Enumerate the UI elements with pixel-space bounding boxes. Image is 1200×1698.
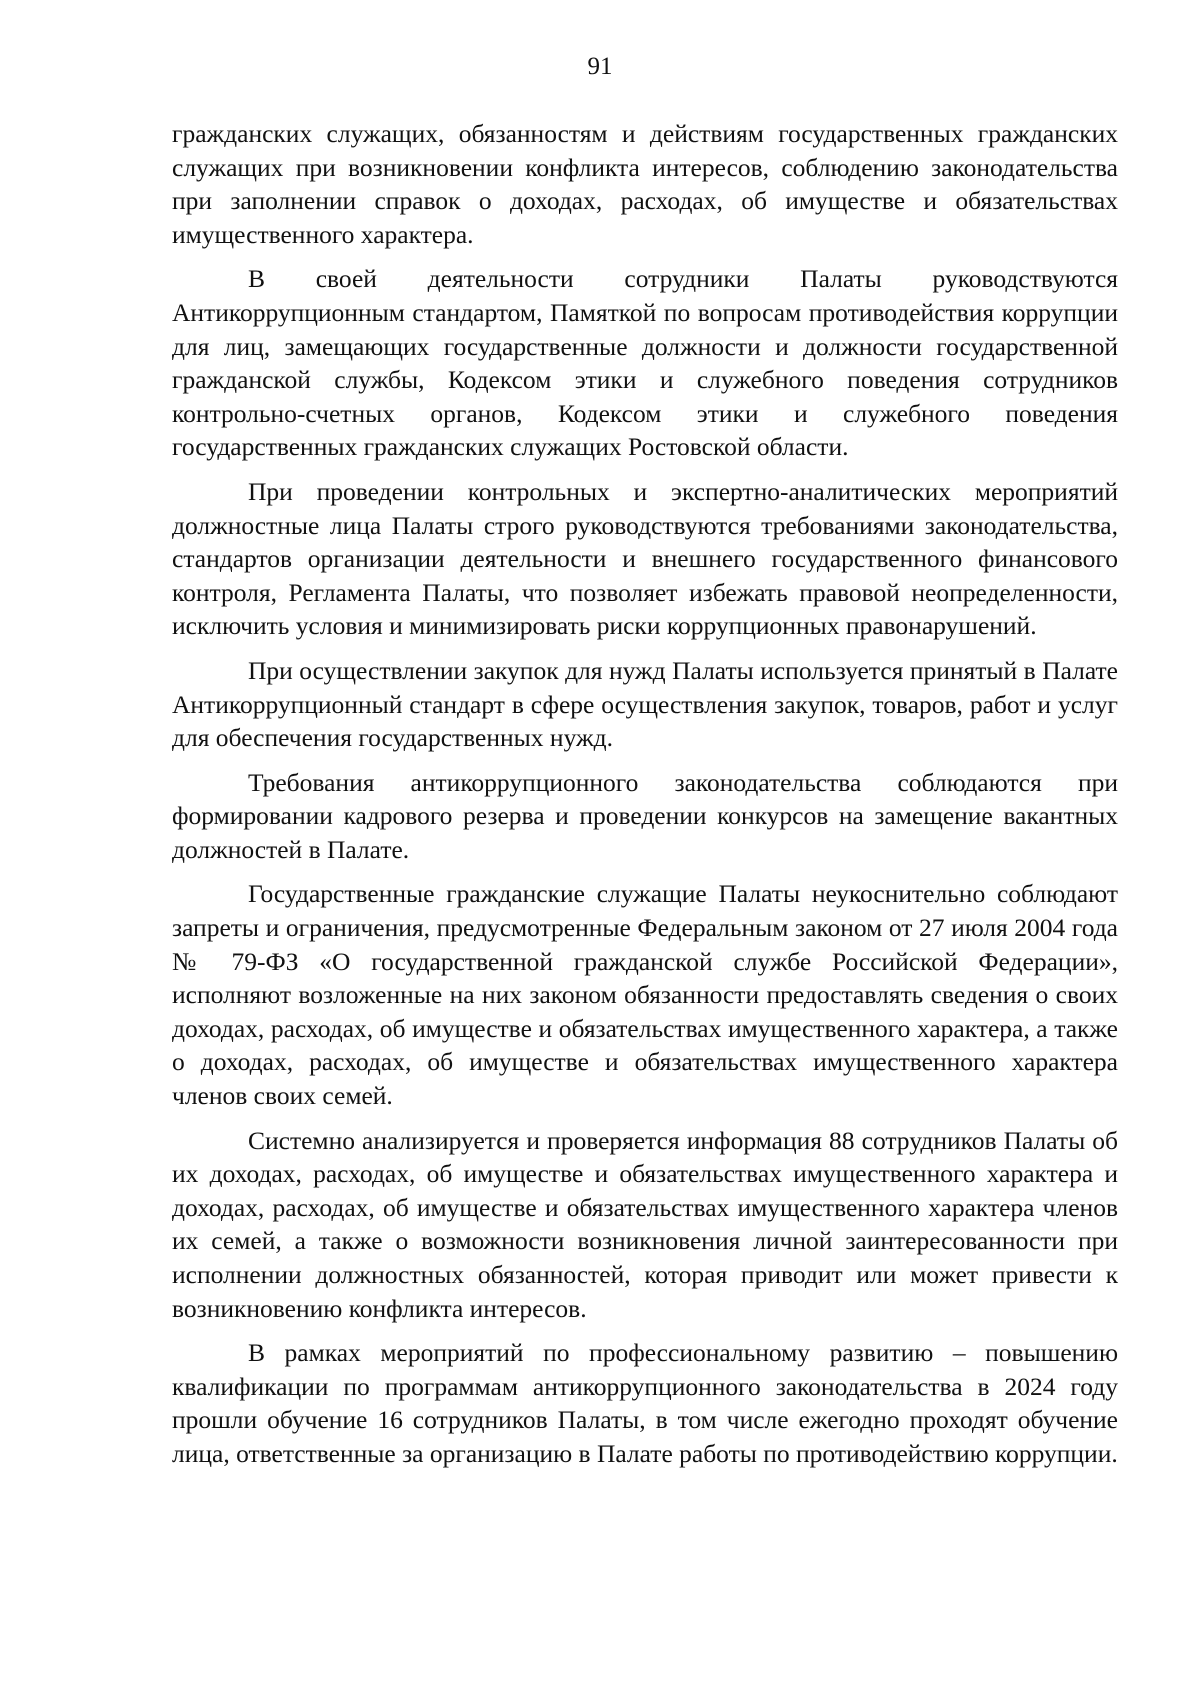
- paragraph-procurement: При осуществлении закупок для нужд Палаты используется принятый в Палате Антикоррупционный стандарт в сфере осуществления закупок, товаров, работ и услуг для обеспечения государственных нужд.: [172, 655, 1118, 753]
- paragraph-continued: гражданских служащих, обязанностям и действиям государственных гражданских служащих при возникновении конфликта интересов, соблюдению законодательства при заполнении справок о доходах, расходах, об имуществе и обязательствах имущественного характера.: [172, 119, 1118, 249]
- paragraph-personnel-reserve: Требования антикоррупционного законодательства соблюдаются при формировании кадрового резерва и проведении конкурсов на замещение вакантных должностей в Палате.: [172, 767, 1118, 864]
- page-number: 91: [587, 53, 613, 80]
- paragraph-guidelines: В своей деятельности сотрудники Палаты руководствуются Антикоррупционным стандартом, Памяткой по вопросам противодействия коррупции для лиц, замещающих государственные должности и должности государственной гражданской службы, Кодексом этики и служебного поведения сотрудников контрольно-счетных органов, Кодексом этики и служебного поведения государственных гражданских служащих Ростовской области.: [172, 264, 1118, 462]
- paragraph-civil-servants: Государственные гражданские служащие Палаты неукоснительно соблюдают запреты и ограничения, предусмотренные Федеральным законом от 27 июля 2004 года № 79-ФЗ «О государственной гражданской службе Российской Федерации», исполняют возложенные на них законом обязанности предоставлять сведения о своих доходах, расходах, об имуществе и обязательствах имущественного характера, а также о доходах, расходах, об имуществе и обязательствах имущественного характера членов своих семей.: [172, 879, 1118, 1111]
- document-body: [172, 117, 1118, 1482]
- paragraph-income-analysis: Системно анализируется и проверяется информация 88 сотрудников Палаты об их доходах, расходах, об имуществе и обязательствах имущественного характера и доходах, расходах, об имуществе и обязательствах имущественного характера членов их семей, а также о возможности возникновения личной заинтересованности при исполнении должностных обязанностей, которая приводит или может привести к возникновению конфликта интересов.: [172, 1125, 1118, 1323]
- paragraph-audit-events: При проведении контрольных и экспертно-аналитических мероприятий должностные лица Палаты строго руководствуются требованиями законодательства, стандартов организации деятельности и внешнего государственного финансового контроля, Регламента Палаты, что позволяет избежать правовой неопределенности, исключить условия и минимизировать риски коррупционных правонарушений.: [172, 476, 1118, 641]
- paragraph-training: В рамках мероприятий по профессиональному развитию – повышению квалификации по программам антикоррупционного законодательства в 2024 году прошли обучение 16 сотрудников Палаты, в том числе ежегодно проходят обучение лица, ответственные за организацию в Палате работы по противодействию коррупции.: [172, 1338, 1118, 1468]
